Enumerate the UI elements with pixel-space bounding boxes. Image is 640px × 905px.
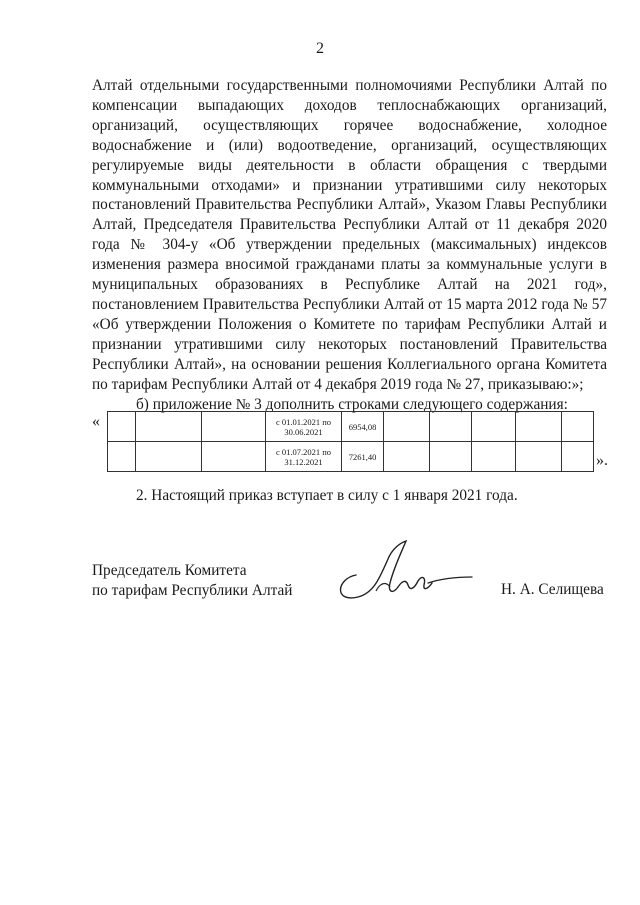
table-cell [202, 442, 266, 472]
table-cell-period: с 01.01.2021 по 30.06.2021 [266, 412, 342, 442]
signatory-title-line: по тарифам Республики Алтай [92, 582, 293, 599]
signatory-title [92, 561, 292, 601]
quote-open: « [92, 413, 100, 430]
handwritten-signature [328, 537, 478, 609]
table-cell [472, 412, 516, 442]
table-cell [384, 412, 430, 442]
paragraph-item-b: б) приложение № 3 дополнить строками следующего содержания: [136, 395, 568, 413]
table-cell-period: с 01.07.2021 по 31.12.2021 [266, 442, 342, 472]
table-cell [562, 412, 594, 442]
paragraph-preamble: Алтай отдельными государственными полномочиями Республики Алтай по компенсации выпадающих доходов теплоснабжающих организаций, организаций, осуществляющих горячее водоснабжение, холодное водоснабжение и (или) водоотведение, организаций, осуществляющих регулируемые виды деятельности в области обращения с твердыми коммунальными отходами» и признании утратившими силу некоторых постановлений Правительства Республики Алтай», Указом Главы Республики Алтай, Председателя Правительства Республики Алтай от 11 декабря 2020 года № 304-у «Об утверждении предельных (максимальных) индексов изменения размера вносимой гражданами платы за коммунальные услуги в муниципальных образованиях в Республике Алтай на 2021 год», постановлением Правительства Республики Алтай от 15 марта 2012 года № 57 «Об утверждении Положения о Комитете по тарифам Республики Алтай и признании утратившими силу некоторых постановлений Правительства Республики Алтай», на основании решения Коллегиального органа Комитета по тарифам Республики Алтай от 4 декабря 2019 года № 27, приказываю:»; [92, 77, 607, 393]
table-cell [384, 442, 430, 472]
table-cell [136, 442, 202, 472]
table-row [108, 412, 594, 442]
table-cell-value: 6954,08 [342, 412, 384, 442]
document-body [92, 76, 607, 414]
page-number: 2 [316, 40, 324, 57]
quote-close: ». [596, 452, 608, 469]
table-cell [562, 442, 594, 472]
table-cell [516, 412, 562, 442]
table-cell [430, 412, 472, 442]
table-cell [472, 442, 516, 472]
paragraph-item-2: 2. Настоящий приказ вступает в силу с 1 января 2021 года. [136, 487, 518, 504]
signatory-name: Н. А. Селищева [501, 581, 604, 598]
table-cell [430, 442, 472, 472]
table-cell [136, 412, 202, 442]
signatory-title-line: Председатель Комитета [92, 562, 247, 579]
table-cell-value: 7261,40 [342, 442, 384, 472]
table-cell [516, 442, 562, 472]
table-row [108, 442, 594, 472]
table-cell [202, 412, 266, 442]
table-cell [108, 442, 136, 472]
table-cell [108, 412, 136, 442]
tariff-table [107, 411, 594, 472]
